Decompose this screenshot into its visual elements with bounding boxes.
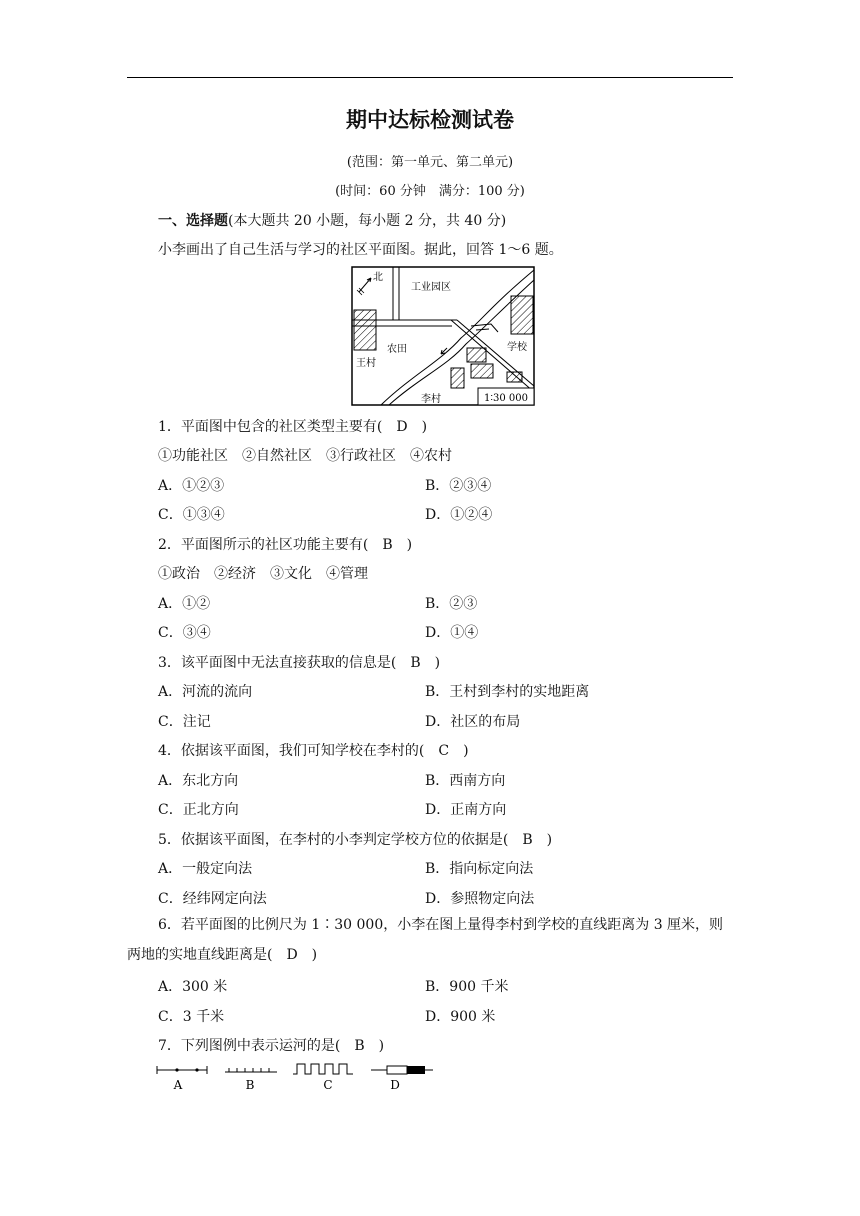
map-scale: 1∶30 000 bbox=[484, 393, 528, 404]
q7-stem: 7．下列图例中表示运河的是( B ) bbox=[158, 1038, 385, 1054]
map-wangcun: 王村 bbox=[356, 358, 376, 369]
q6-option-b: B．900 千米 bbox=[425, 979, 509, 995]
q1-option-a: A．①②③ bbox=[158, 478, 225, 494]
q2-statements: ①政治 ②经济 ③文化 ④管理 bbox=[158, 566, 368, 582]
q4-option-d: D．正南方向 bbox=[425, 802, 507, 818]
q4-option-a: A．东北方向 bbox=[158, 773, 239, 789]
section-title: 一、选择题 bbox=[158, 213, 228, 229]
q1-option-c: C．①③④ bbox=[158, 507, 225, 523]
legend-label-b: B bbox=[245, 1078, 255, 1092]
wangcun-building bbox=[354, 310, 376, 350]
q6-option-c: C．3 千米 bbox=[158, 1009, 225, 1025]
q4-option-c: C．正北方向 bbox=[158, 802, 239, 818]
community-map bbox=[351, 266, 535, 406]
q5-option-c: C．经纬网定向法 bbox=[158, 891, 267, 907]
legend-symbol-b bbox=[225, 1068, 277, 1072]
map-north: 北 bbox=[373, 272, 383, 283]
q6-stem: 6．若平面图的比例尺为 1∶30 000，小李在图上量得李村到学校的直线距离为 3 厘米，则两地的实地直线距离是( D ) bbox=[127, 917, 724, 963]
q5-option-d: D．参照物定向法 bbox=[425, 891, 535, 907]
legend-symbol-c bbox=[293, 1064, 353, 1074]
q2-stem: 2．平面图所示的社区功能主要有( B ) bbox=[158, 537, 413, 553]
section-note: (本大题共 20 小题，每小题 2 分，共 40 分) bbox=[228, 213, 507, 229]
q4-option-b: B．西南方向 bbox=[425, 773, 506, 789]
header-rule bbox=[127, 77, 733, 78]
map-farmland: 农田 bbox=[387, 344, 407, 355]
q1-option-d: D．①②④ bbox=[425, 507, 493, 523]
q1-option-b: B．②③④ bbox=[425, 478, 492, 494]
q1-statements: ①功能社区 ②自然社区 ③行政社区 ④农村 bbox=[158, 448, 452, 464]
q2-option-c: C．③④ bbox=[158, 625, 211, 641]
legend-symbol-a bbox=[157, 1066, 207, 1074]
exam-scope: (范围：第一单元、第二单元) bbox=[346, 155, 514, 170]
q3-option-b: B．王村到李村的实地距离 bbox=[425, 684, 590, 700]
q2-option-d: D．①④ bbox=[425, 625, 479, 641]
map-licun: 李村 bbox=[421, 394, 441, 405]
q5-stem: 5．依据该平面图，在李村的小李判定学校方位的依据是( B ) bbox=[158, 832, 553, 848]
q3-option-d: D．社区的布局 bbox=[425, 714, 521, 730]
legend-label-d: D bbox=[390, 1078, 400, 1092]
legend-symbols bbox=[155, 1062, 435, 1094]
legend-label-c: C bbox=[323, 1078, 333, 1092]
q5-option-b: B．指向标定向法 bbox=[425, 861, 534, 877]
q3-option-a: A．河流的流向 bbox=[158, 684, 253, 700]
section-intro: 小李画出了自己生活与学习的社区平面图。据此，回答 1～6 题。 bbox=[158, 242, 563, 258]
exam-time: (时间：60 分钟 满分：100 分) bbox=[335, 184, 525, 199]
q6-option-d: D．900 米 bbox=[425, 1009, 496, 1025]
legend-label-a: A bbox=[173, 1078, 183, 1092]
page-title: 期中达标检测试卷 bbox=[346, 108, 514, 132]
q3-option-c: C．注记 bbox=[158, 714, 211, 730]
q2-option-a: A．①② bbox=[158, 596, 211, 612]
legend-symbol-d bbox=[371, 1066, 433, 1074]
section-heading bbox=[158, 210, 506, 230]
q6-option-a: A．300 米 bbox=[158, 979, 228, 995]
q3-stem: 3．该平面图中无法直接获取的信息是( B ) bbox=[158, 655, 441, 671]
map-school: 学校 bbox=[507, 342, 527, 353]
map-industrial: 工业园区 bbox=[411, 282, 451, 293]
q5-option-a: A．一般定向法 bbox=[158, 861, 253, 877]
q1-stem: 1．平面图中包含的社区类型主要有( D ) bbox=[158, 419, 428, 435]
q4-stem: 4．依据该平面图，我们可知学校在李村的( C ) bbox=[158, 743, 469, 759]
q2-option-b: B．②③ bbox=[425, 596, 478, 612]
school-building bbox=[511, 296, 533, 334]
